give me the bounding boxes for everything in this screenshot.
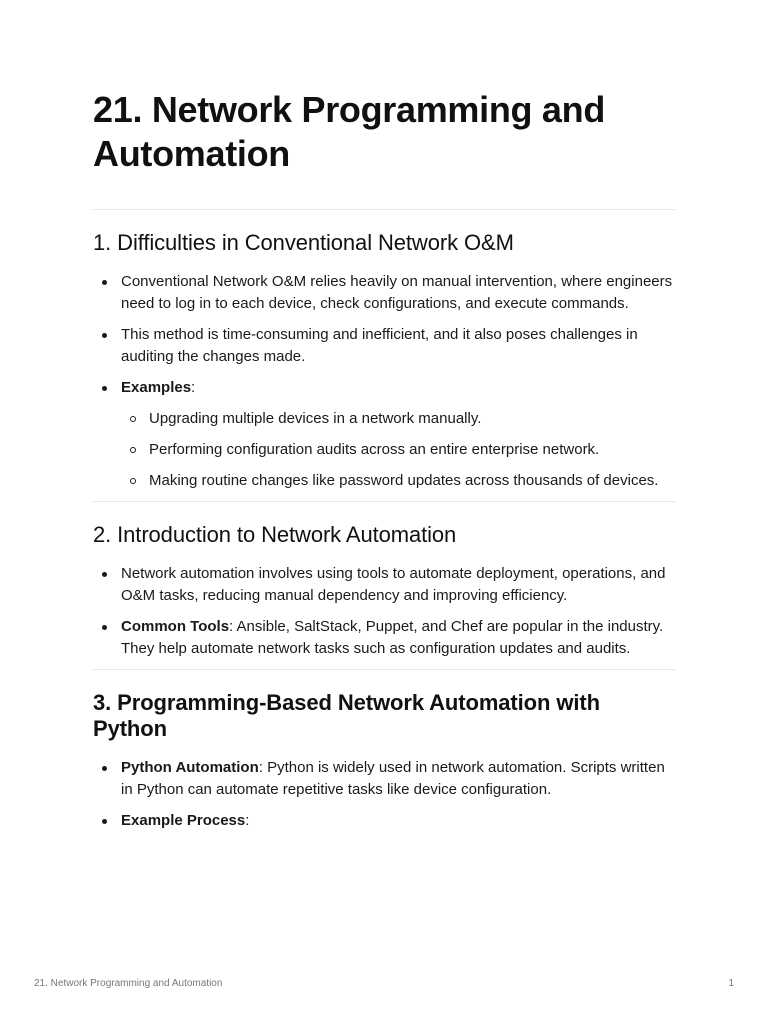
section-heading-3: 3. Programming-Based Network Automation with Python	[93, 690, 600, 741]
sub-list-item: Upgrading multiple devices in a network manually.	[121, 408, 676, 430]
footer-doc-title: 21. Network Programming and Automation	[34, 978, 223, 989]
sub-list-item: Performing configuration audits across an entire enterprise network.	[121, 439, 676, 461]
list-item: This method is time-consuming and inefficient, and it also poses challenges in auditing the changes made.	[93, 324, 676, 368]
tools-label: Common Tools	[121, 618, 230, 635]
section-heading-1: 1. Difficulties in Conventional Network O&M	[93, 230, 514, 255]
python-label: Python Automation	[121, 759, 259, 776]
section-1-list	[93, 271, 676, 492]
process-colon: :	[245, 812, 250, 829]
process-label: Example Process	[121, 812, 246, 829]
divider	[93, 501, 676, 502]
section-3-list	[93, 757, 676, 832]
section-2-list	[93, 563, 676, 660]
list-item	[93, 810, 676, 832]
examples-list	[121, 408, 676, 492]
python-text: : Python is widely used in network automation. Scripts written in Python can automate repetitive tasks like device configuration.	[121, 759, 665, 798]
section-heading-2: 2. Introduction to Network Automation	[93, 522, 457, 547]
page-title: 21. Network Programming and Automation	[93, 89, 606, 174]
divider	[93, 669, 676, 670]
tools-text: : Ansible, SaltStack, Puppet, and Chef are popular in the industry. They help automate network tasks such as configuration updates and audits.	[121, 618, 664, 657]
examples-label: Examples	[121, 379, 192, 396]
divider	[93, 209, 676, 210]
sub-list-item: Making routine changes like password updates across thousands of devices.	[121, 470, 676, 492]
list-item: Network automation involves using tools to automate deployment, operations, and O&M tasks, reducing manual dependency and improving efficiency.	[93, 563, 676, 607]
list-item	[93, 757, 676, 801]
list-item: Conventional Network O&M relies heavily on manual intervention, where engineers need to log in to each device, check configurations, and execute commands.	[93, 271, 676, 315]
page-number: 1	[728, 978, 734, 989]
examples-colon: :	[191, 379, 196, 396]
document-page	[93, 88, 676, 841]
list-item	[93, 377, 676, 492]
list-item	[93, 616, 676, 660]
page-footer	[34, 978, 734, 989]
